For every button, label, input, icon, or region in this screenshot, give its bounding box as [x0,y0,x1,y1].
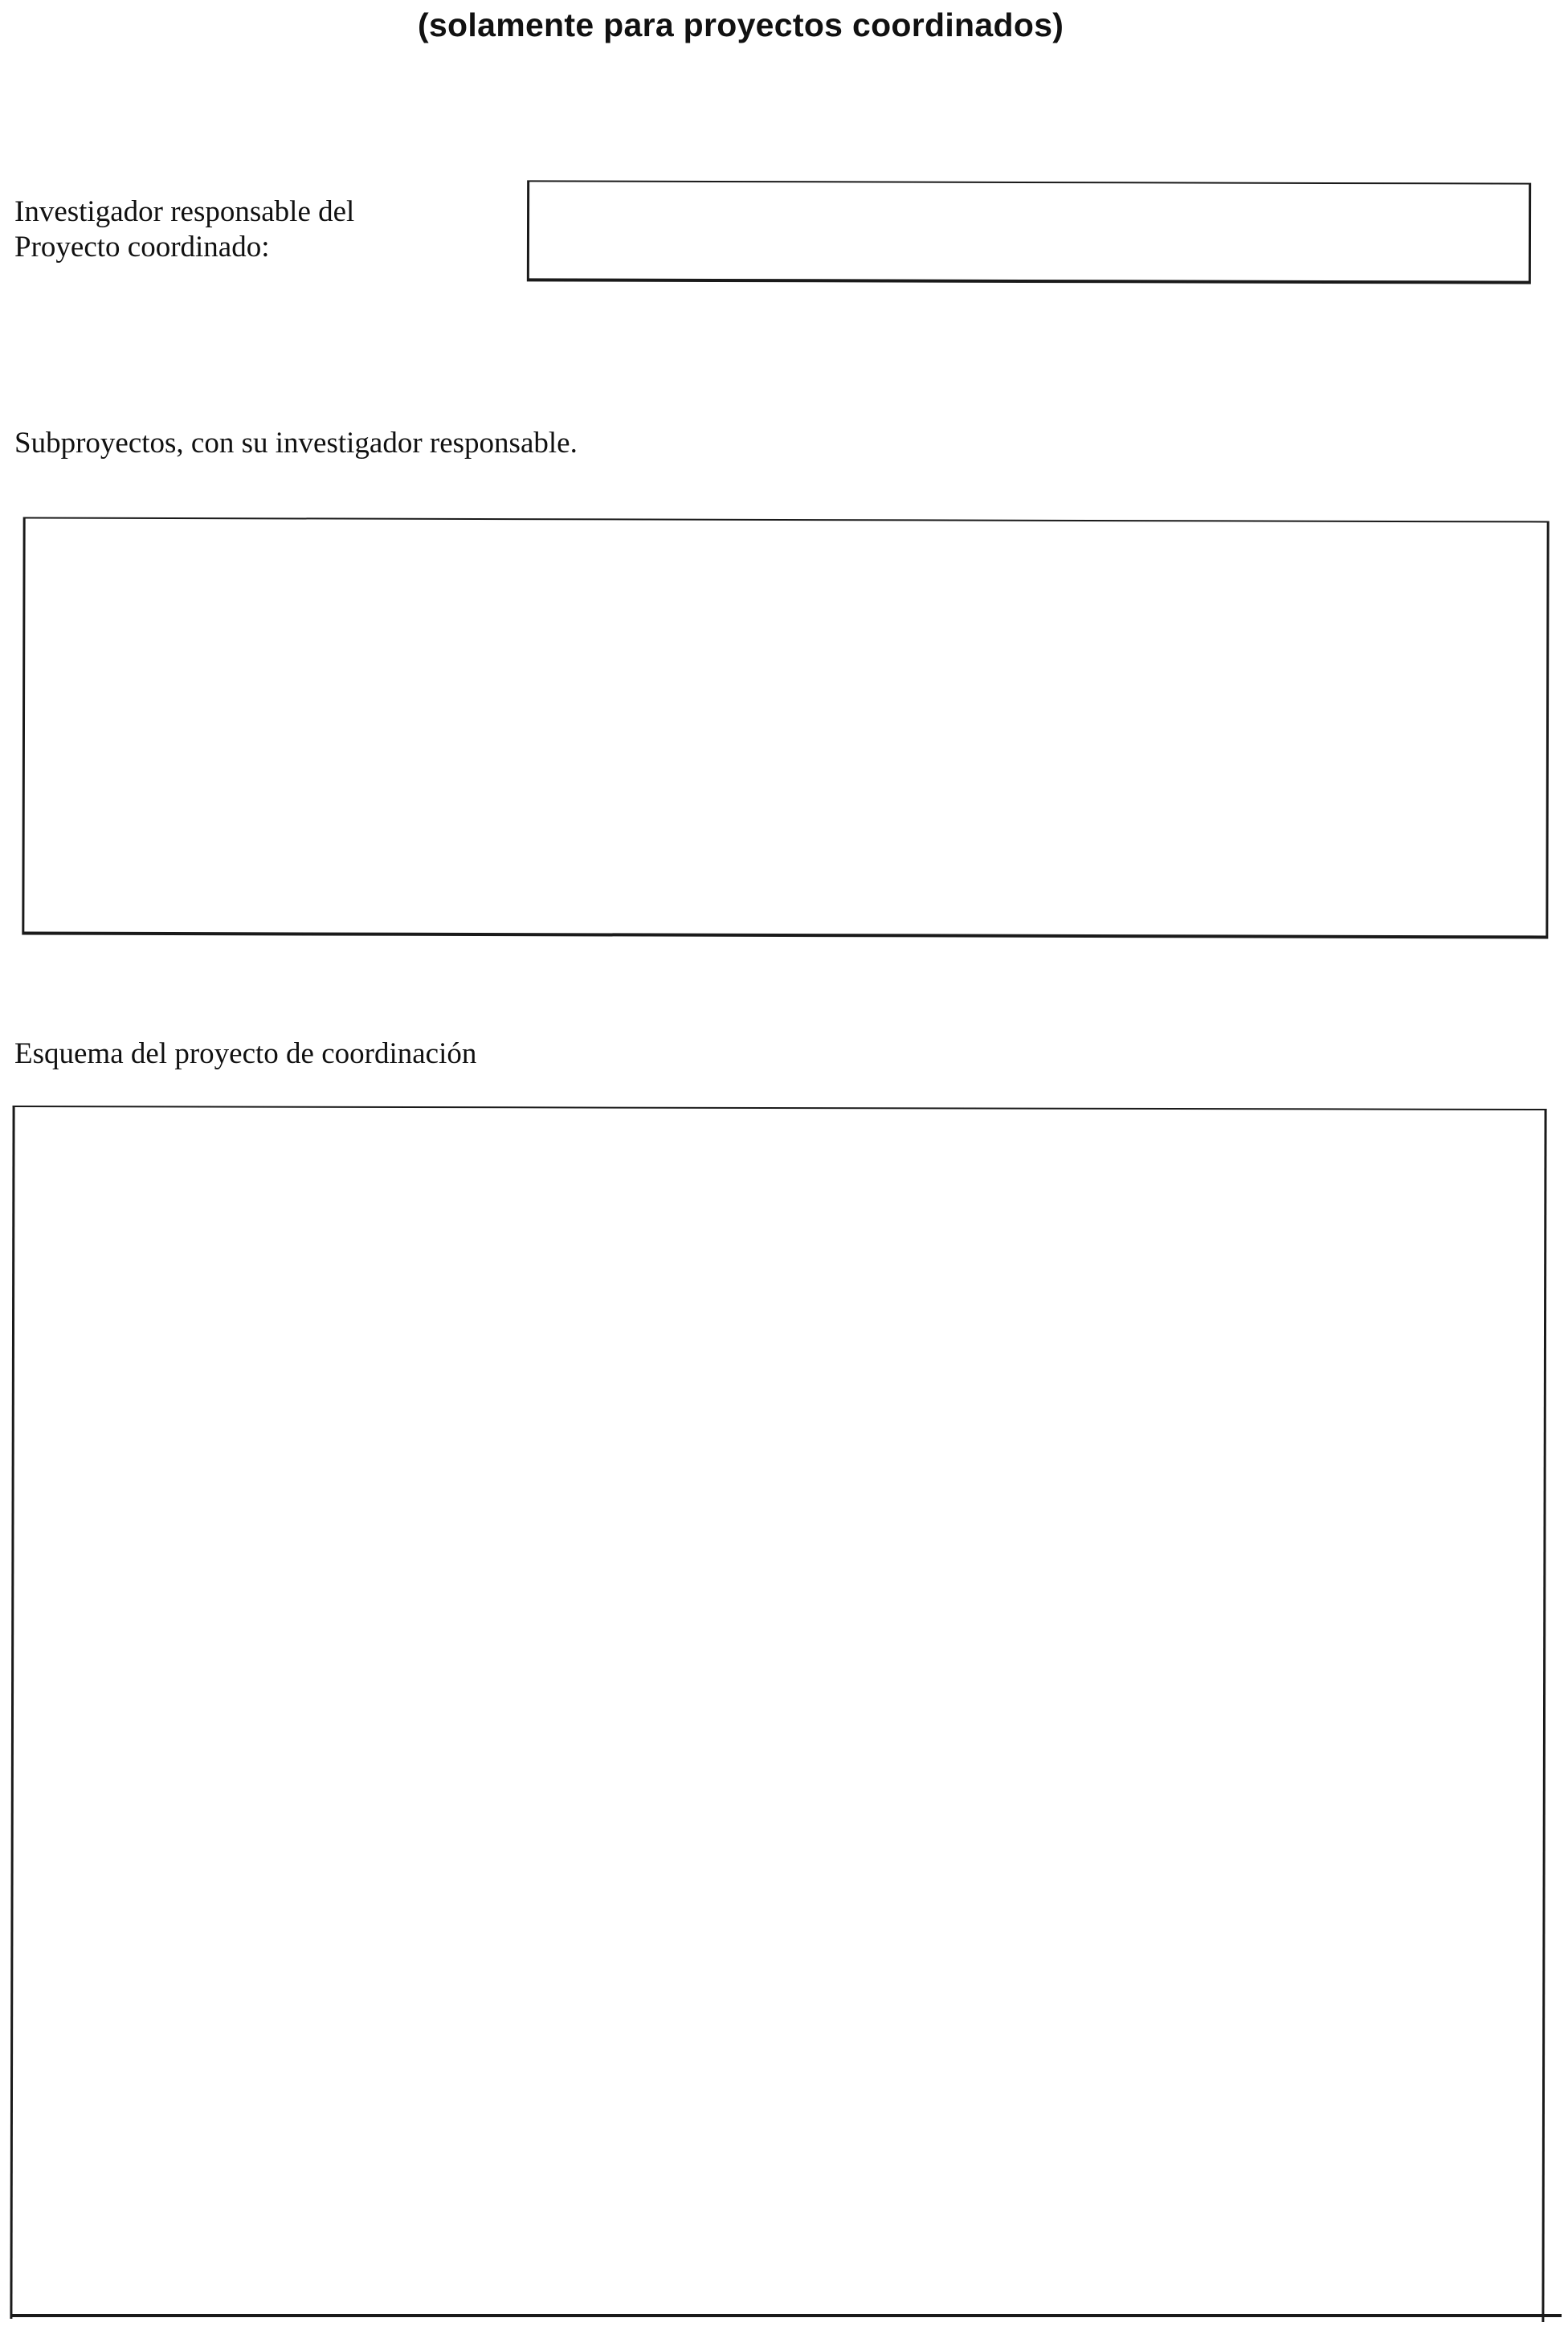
bottom-rule [11,2314,1562,2317]
investigator-field[interactable] [527,180,1531,284]
subprojects-input[interactable] [24,519,1546,936]
investigator-label-line-2: Proyecto coordinado: [14,231,270,264]
investigator-input[interactable] [529,182,1529,280]
scheme-input[interactable] [12,1107,1544,2322]
subprojects-field[interactable] [22,517,1549,939]
page-heading: (solamente para proyectos coordinados) [418,6,1064,43]
scheme-label: Esquema del proyecto de coordinación [14,1037,477,1070]
subprojects-label: Subproyectos, con su investigador responsable. [14,427,578,460]
scheme-field[interactable] [10,1106,1546,2322]
investigator-label [14,194,354,265]
investigator-label-line-1: Investigador responsable del [14,195,355,228]
